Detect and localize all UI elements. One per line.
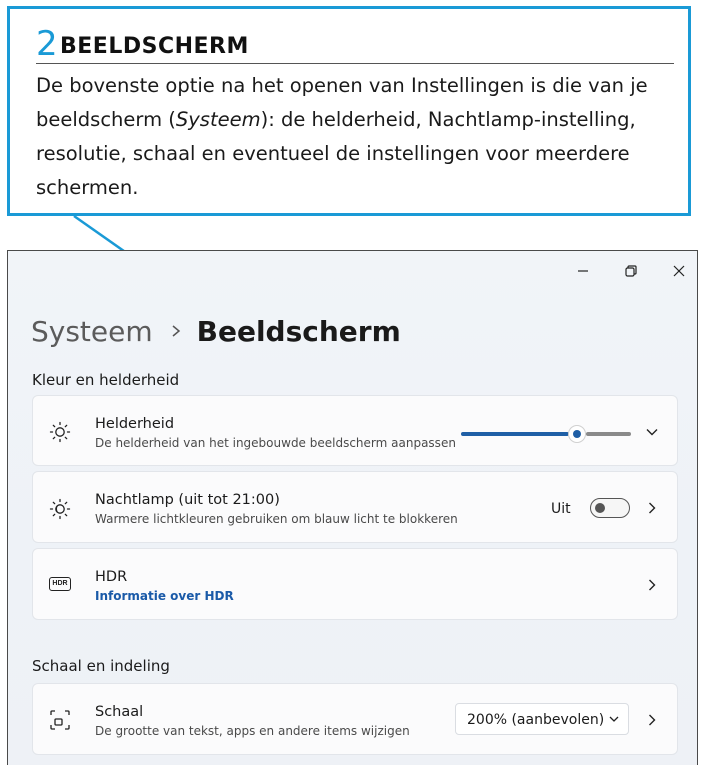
section-title-scale-layout: Schaal en indeling <box>32 657 170 675</box>
minimize-button[interactable] <box>568 259 598 283</box>
callout-body-emphasis: Systeem <box>175 108 261 131</box>
night-light-title: Nachtlamp (uit tot 21:00) <box>95 492 280 508</box>
brightness-title: Helderheid <box>95 416 175 432</box>
page-title: Beeldscherm <box>196 314 401 348</box>
restore-button[interactable] <box>616 259 646 283</box>
restore-icon <box>625 265 637 277</box>
callout-box <box>7 6 691 216</box>
scale-title: Schaal <box>95 704 144 720</box>
callout-title: BEELDSCHERM <box>60 34 249 59</box>
settings-window <box>7 250 698 765</box>
chevron-down-icon[interactable] <box>645 425 659 439</box>
hdr-info-link[interactable]: Informatie over HDR <box>95 589 234 603</box>
night-light-card[interactable] <box>32 471 678 543</box>
scale-subtitle: De grootte van tekst, apps en andere items wijzigen <box>95 724 410 738</box>
breadcrumb-parent[interactable]: Systeem <box>31 314 153 348</box>
night-light-state-label: Uit <box>551 501 571 517</box>
callout-body-suffix: ): de helderheid, Nachtlamp-instelling, resolutie, schaal en eventueel de instellingen voor meerdere schermen. <box>36 108 636 199</box>
brightness-subtitle: De helderheid van het ingebouwde beeldscherm aanpassen <box>95 436 456 450</box>
chevron-down-icon <box>608 713 620 725</box>
chevron-right-icon[interactable] <box>645 713 659 727</box>
night-light-subtitle: Warmere lichtkleuren gebruiken om blauw licht te blokkeren <box>95 512 458 526</box>
breadcrumb <box>31 311 401 351</box>
scale-dropdown-value: 200% (aanbevolen) <box>467 712 605 728</box>
slider-track-remaining <box>586 432 631 436</box>
callout-body <box>36 69 676 205</box>
brightness-slider[interactable] <box>461 426 631 442</box>
section-title-color-brightness: Kleur en helderheid <box>32 371 180 389</box>
breadcrumb-separator-icon <box>171 319 181 343</box>
scale-icon <box>49 709 71 731</box>
slider-thumb[interactable] <box>569 426 585 442</box>
chevron-right-icon[interactable] <box>645 578 659 592</box>
toggle-knob <box>595 503 605 513</box>
scale-card[interactable] <box>32 683 678 755</box>
scale-dropdown[interactable] <box>455 703 629 735</box>
hdr-card[interactable] <box>32 548 678 620</box>
sun-icon <box>49 421 71 443</box>
hdr-title: HDR <box>95 569 128 585</box>
callout-header <box>36 24 674 64</box>
minimize-icon <box>577 265 589 277</box>
callout-number: 2 <box>36 24 58 64</box>
chevron-right-icon[interactable] <box>645 501 659 515</box>
slider-track-filled <box>461 432 569 436</box>
hdr-icon: HDR <box>49 577 71 591</box>
brightness-card[interactable] <box>32 395 678 466</box>
callout-body-prefix: De bovenste optie na het openen van Instellingen is die van je beeldscherm ( <box>36 74 648 131</box>
night-light-icon <box>49 498 71 520</box>
close-icon <box>673 265 685 277</box>
night-light-toggle[interactable] <box>590 498 630 518</box>
close-button[interactable] <box>664 259 694 283</box>
